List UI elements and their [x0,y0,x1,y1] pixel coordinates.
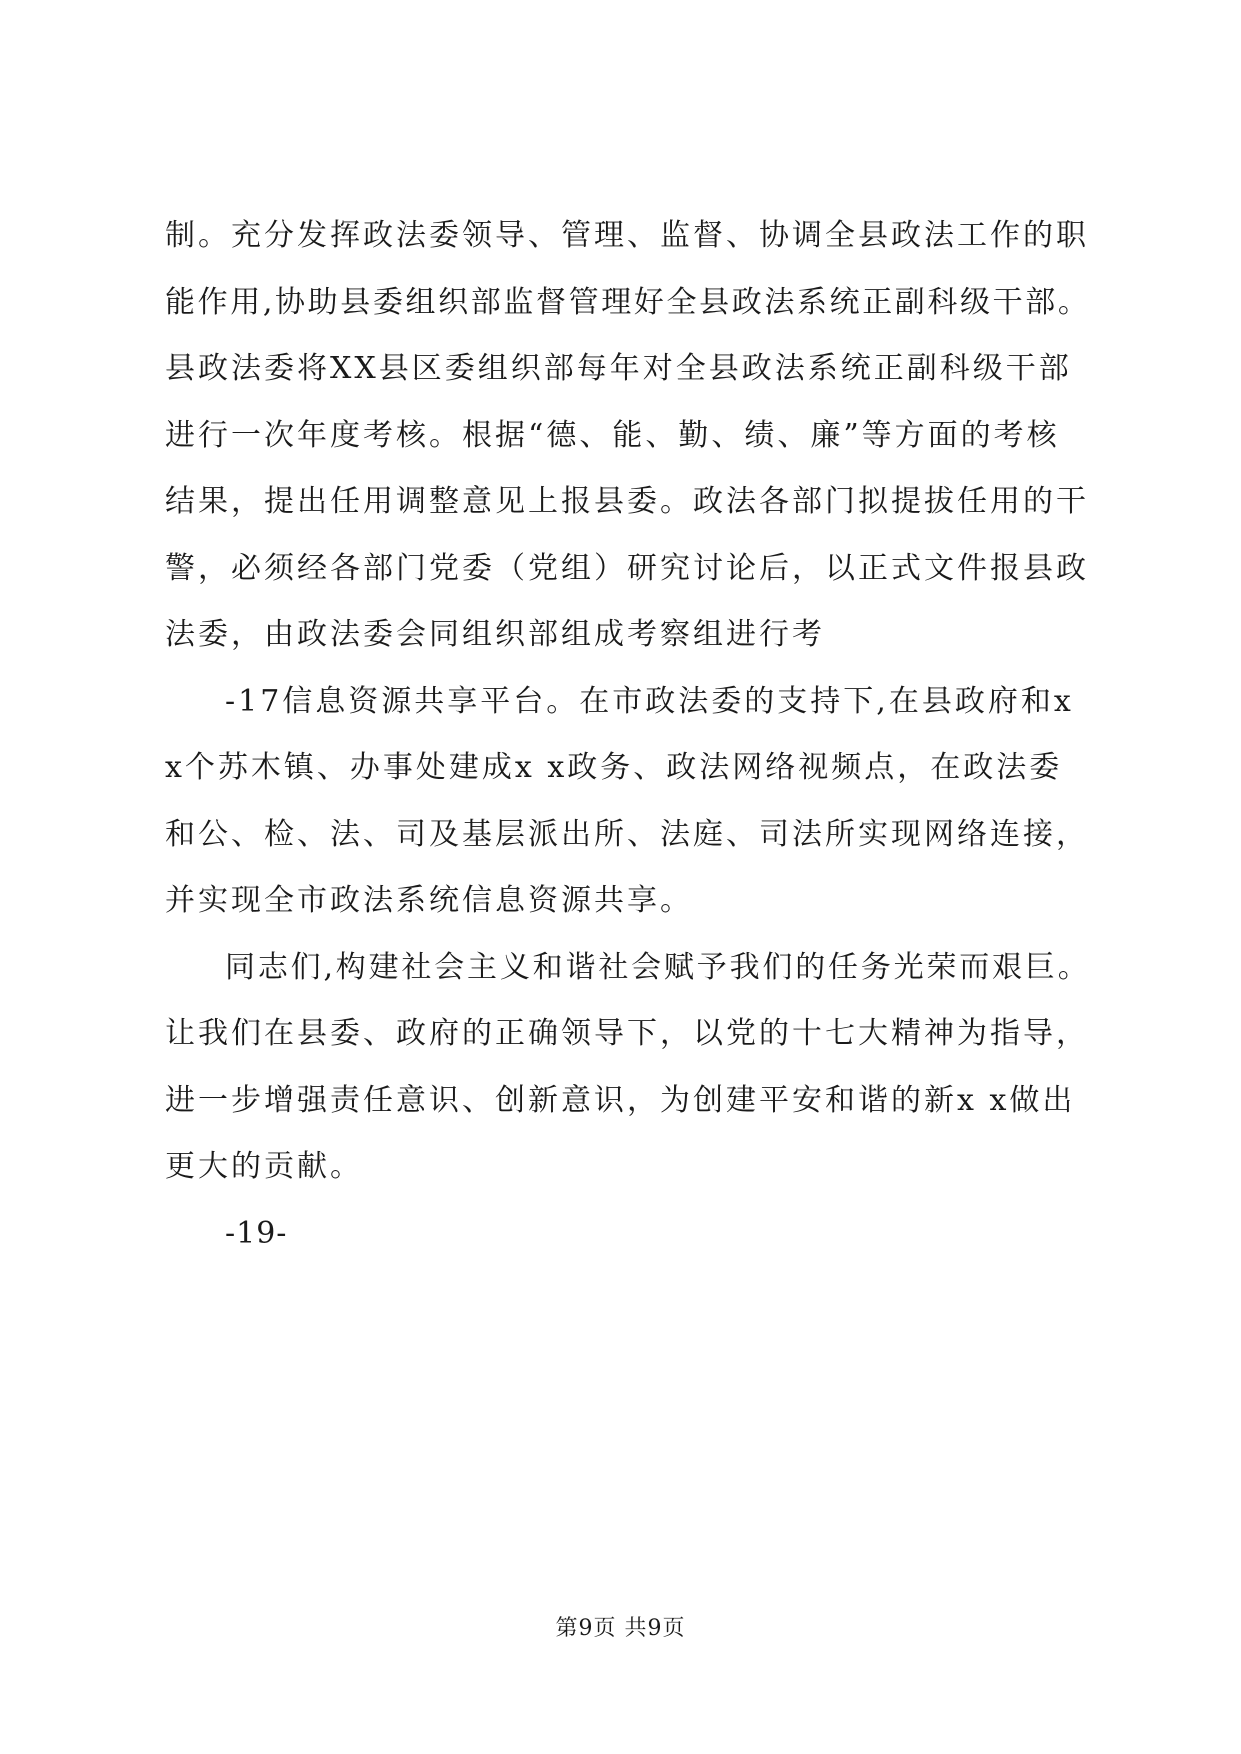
body-line-15: 更大的贡献。 [165,1149,363,1184]
body-line-14: 进一步增强责任意识、创新意识，为创建平安和谐的新x x做出 [165,1083,1076,1118]
body-line-9: x个苏木镇、办事处建成x x政务、政法网络视频点，在政法委 [165,750,1063,785]
body-line-1: 制。充分发挥政法委领导、管理、监督、协调全县政法工作的职 [165,218,1089,253]
body-line-13: 让我们在县委、政府的正确领导下，以党的十七大精神为指导， [165,1016,1089,1051]
body-line-3: 县政法委将XX县区委组织部每年对全县政法系统正副科级干部 [165,351,1072,386]
body-line-6: 警，必须经各部门党委（党组）研究讨论后，以正式文件报县政 [165,551,1089,586]
body-line-11: 并实现全市政法系统信息资源共享。 [165,883,693,918]
page-footer: 第9页 共9页 [555,1616,686,1641]
body-line-7: 法委，由政法委会同组织部组成考察组进行考 [165,617,825,652]
body-line-12: 同志们,构建社会主义和谐社会赋予我们的任务光荣而艰巨。 [225,950,1091,985]
body-line-8: -17信息资源共享平台。在市政法委的支持下,在县政府和x [225,684,1074,719]
body-line-2: 能作用,协助县委组织部监督管理好全县政法系统正副科级干部。 [165,285,1091,320]
body-line-10: 和公、检、法、司及基层派出所、法庭、司法所实现网络连接， [165,817,1089,852]
body-line-4: 进行一次年度考核。根据“德、能、勤、绩、廉”等方面的考核 [165,418,1060,453]
body-line-5: 结果，提出任用调整意见上报县委。政法各部门拟提拔任用的干 [165,484,1089,519]
inline-page-marker: -19- [225,1216,288,1251]
